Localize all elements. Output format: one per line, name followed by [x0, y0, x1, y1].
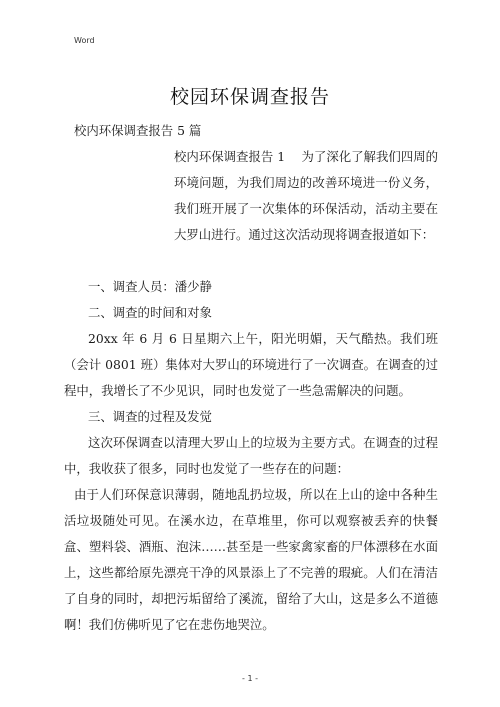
paragraph-intro: 校内环保调查报告 1 为了深化了解我们四周的环境问题，为我们周边的改善环境进一份义务，我们班开展了一次集体的环保活动，活动主要在大罗山进行。通过这次活动现将调查报道如下：	[174, 149, 438, 242]
page-number: - 1 -	[242, 674, 258, 683]
paragraph-time-object: 20xx 年 6 月 6 日星期六上午，阳光明媚，天气酷热。我们班（会计 0801 班）集体对大罗山的环境进行了一次调查。在调查的过程中，我增长了不少见识，同时也发觉了一些急需解决的问题。	[64, 331, 438, 398]
section-heading-personnel: 一、调查人员：潘少静	[88, 279, 212, 294]
paragraph-findings: 由于人们环保意识薄弱，随地乱扔垃圾，所以在上山的途中各种生活垃圾随处可见。在溪水边，在草堆里，你可以观察被丢弃的快餐盒、塑料袋、酒瓶、泡沫……甚至是一些家禽家畜的尸体漂移在水面上，这些都给原先漂亮干净的风景添上了不完善的瑕疵。人们在清洁了自身的同时，却把污垢留给了溪流，留给了大山，这是多么不道德啊！我们仿佛听见了它在悲伤地哭泣。	[64, 487, 438, 632]
paragraph-process: 这次环保调查以清理大罗山上的垃圾为主要方式。在调查的过程中，我收获了很多，同时也发觉了一些存在的问题：	[64, 435, 438, 476]
app-label: Word	[74, 36, 95, 45]
document-title: 校园环保调查报告	[169, 86, 330, 108]
section-heading-process: 三、调查的过程及发觉	[88, 409, 212, 424]
document-subtitle: 校内环保调查报告 5 篇	[74, 123, 202, 138]
section-heading-time-object: 二、调查的时间和对象	[88, 305, 212, 320]
blank-line	[64, 248, 438, 274]
document-body	[64, 118, 438, 638]
